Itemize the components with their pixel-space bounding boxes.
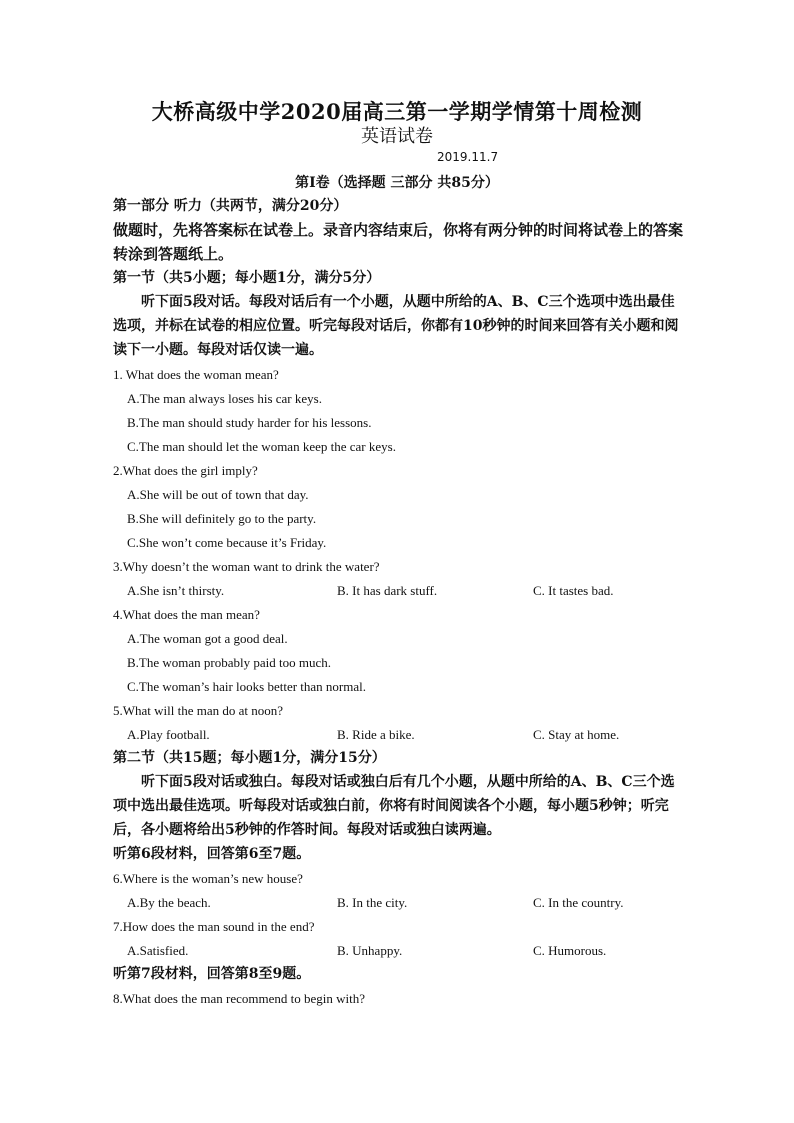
question-2-stem: 2.What does the girl imply?: [113, 463, 258, 478]
question-1-option-a: A.The man always loses his car keys.: [127, 391, 322, 406]
question-5-stem: 5.What will the man do at noon?: [113, 703, 284, 718]
volume-heading: 第I卷（选择题 三部分 共85分）: [295, 175, 499, 191]
question-5-option-c: C. Stay at home.: [533, 727, 620, 742]
question-7-stem: 7.How does the man sound in the end?: [113, 919, 315, 934]
question-3-option-a: A.She isn’t thirsty.: [127, 583, 225, 598]
question-7-option-c: C. Humorous.: [533, 943, 607, 958]
question-1-option-b: B.The man should study harder for his lessons.: [127, 415, 372, 430]
exam-subtitle: 英语试卷: [361, 126, 433, 147]
question-4-option-c: C.The woman’s hair looks better than normal.: [127, 679, 367, 694]
question-1-stem: 1. What does the woman mean?: [113, 367, 279, 382]
question-3-stem: 3.Why doesn’t the woman want to drink the water?: [113, 559, 380, 574]
question-5-option-a: A.Play football.: [127, 727, 210, 742]
exam-title: 大桥高级中学2020届高三第一学期学情第十周检测: [151, 99, 643, 124]
question-6-stem: 6.Where is the woman’s new house?: [113, 871, 303, 886]
question-7-option-a: A.Satisfied.: [127, 943, 189, 958]
section2-heading: 第二节（共15题；每小题1分，满分15分）: [113, 750, 386, 766]
question-4-option-a: A.The woman got a good deal.: [127, 631, 288, 646]
question-1-option-c: C.The man should let the woman keep the car keys.: [127, 439, 396, 454]
question-5-option-b: B. Ride a bike.: [337, 727, 415, 742]
part1-heading: 第一部分 听力（共两节，满分20分）: [113, 198, 348, 214]
part1-instruction: 做题时，先将答案标在试卷上。录音内容结束后，你将有两分钟的时间将试卷上的答案转涂到答题纸上。: [113, 221, 684, 263]
section1-instruction: 听下面5段对话。每段对话后有一个小题，从题中所给的A、B、C三个选项中选出最佳选项，并标在试卷的相应位置。听完每段对话后，你都有10秒钟的时间来回答有关小题和阅读下一小题。每段对话仅读一遍。: [113, 294, 679, 358]
question-2-option-b: B.She will definitely go to the party.: [127, 511, 317, 526]
material-6-heading: 听第6段材料，回答第6至7题。: [113, 846, 311, 862]
question-4-stem: 4.What does the man mean?: [113, 607, 260, 622]
question-4-option-b: B.The woman probably paid too much.: [127, 655, 331, 670]
question-6-option-b: B. In the city.: [337, 895, 408, 910]
question-6-option-c: C. In the country.: [533, 895, 624, 910]
question-7-option-b: B. Unhappy.: [337, 943, 403, 958]
question-6-option-a: A.By the beach.: [127, 895, 211, 910]
material-7-heading: 听第7段材料，回答第8至9题。: [113, 966, 311, 982]
exam-date: 2019.11.7: [437, 150, 499, 164]
question-2-option-a: A.She will be out of town that day.: [127, 487, 309, 502]
section1-heading: 第一节（共5小题；每小题1分，满分5分）: [113, 270, 381, 286]
question-3-option-b: B. It has dark stuff.: [337, 583, 438, 598]
question-8-stem: 8.What does the man recommend to begin with?: [113, 991, 365, 1006]
section2-instruction: 听下面5段对话或独白。每段对话或独白后有几个小题，从题中所给的A、B、C三个选项中选出最佳选项。听每段对话或独白前，你将有时间阅读各个小题，每小题5秒钟；听完后，各小题将给出5秒钟的作答时间。每段对话或独白读两遍。: [113, 774, 675, 838]
question-3-option-c: C. It tastes bad.: [533, 583, 614, 598]
question-2-option-c: C.She won’t come because it’s Friday.: [127, 535, 327, 550]
